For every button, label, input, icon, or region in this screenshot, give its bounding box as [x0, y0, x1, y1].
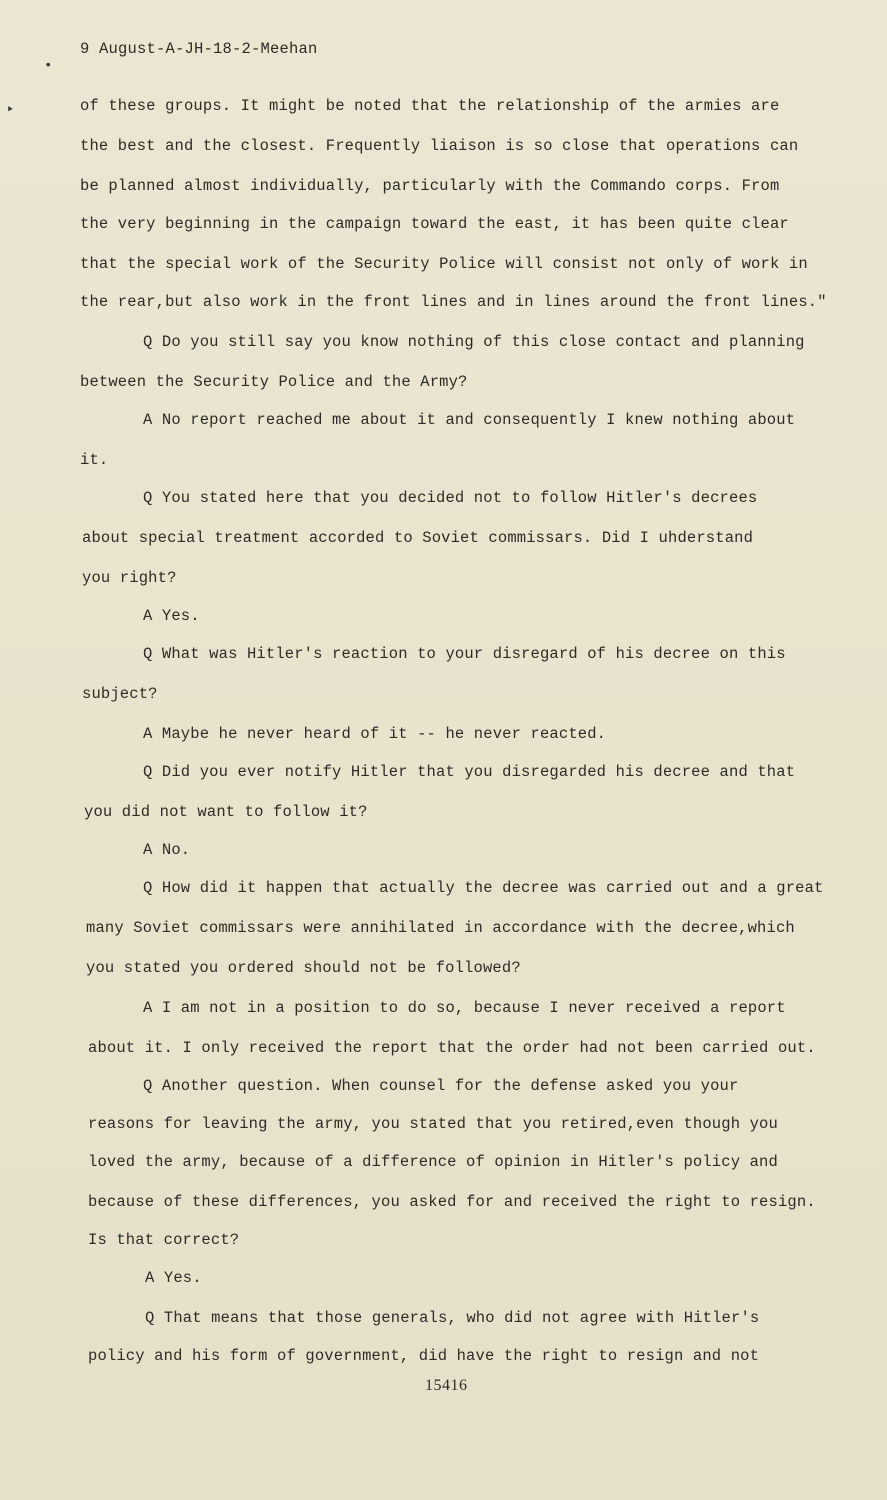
text-line: about it. I only received the report that the order had not been carried out. — [88, 1039, 816, 1057]
text-line: between the Security Police and the Army? — [80, 373, 468, 391]
text-line: you did not want to follow it? — [84, 803, 368, 821]
text-line: you stated you ordered should not be followed? — [86, 959, 521, 977]
text-line: the best and the closest. Frequently liaison is so close that operations can — [80, 137, 799, 155]
text-line: that the special work of the Security Police will consist not only of work in — [80, 255, 808, 273]
text-line: A I am not in a position to do so, because I never received a report — [143, 999, 786, 1017]
text-line: reasons for leaving the army, you stated that you retired,even though you — [88, 1115, 778, 1133]
text-line: it. — [80, 451, 109, 469]
text-line: Q You stated here that you decided not to follow Hitler's decrees — [143, 489, 758, 507]
page-header: 9 August-A-JH-18-2-Meehan — [80, 40, 318, 58]
margin-mark: ‣ — [6, 103, 15, 119]
text-line: the rear,but also work in the front lines and in lines around the front lines." — [80, 293, 827, 311]
text-line: policy and his form of government, did have the right to resign and not — [88, 1347, 760, 1365]
text-line: A No. — [143, 841, 191, 859]
text-line: Q How did it happen that actually the decree was carried out and a great — [143, 879, 824, 897]
text-line: you right? — [82, 569, 177, 587]
text-line: A Yes. — [143, 607, 200, 625]
text-line: A Maybe he never heard of it -- he never reacted. — [143, 725, 607, 743]
text-line: many Soviet commissars were annihilated in accordance with the decree,which — [86, 919, 795, 937]
text-line: Q That means that those generals, who did not agree with Hitler's — [145, 1309, 760, 1327]
text-line: the very beginning in the campaign toward the east, it has been quite clear — [80, 215, 789, 233]
text-line: Q Did you ever notify Hitler that you disregarded his decree and that — [143, 763, 796, 781]
text-line: Q What was Hitler's reaction to your disregard of his decree on this — [143, 645, 786, 663]
text-line: Is that correct? — [88, 1231, 240, 1249]
text-line: A Yes. — [145, 1269, 202, 1287]
text-line: loved the army, because of a difference of opinion in Hitler's policy and — [88, 1153, 778, 1171]
text-line: subject? — [82, 685, 158, 703]
text-line: be planned almost individually, particularly with the Commando corps. From — [80, 177, 780, 195]
text-line: because of these differences, you asked for and received the right to resign. — [88, 1193, 816, 1211]
text-line: A No report reached me about it and consequently I knew nothing about — [143, 411, 796, 429]
text-line: about special treatment accorded to Soviet commissars. Did I uhderstand — [82, 529, 754, 547]
page-number: 15416 — [425, 1377, 468, 1394]
text-line: Q Another question. When counsel for the defense asked you your — [143, 1077, 739, 1095]
text-line: Q Do you still say you know nothing of this close contact and planning — [143, 333, 805, 351]
text-line: of these groups. It might be noted that the relationship of the armies are — [80, 97, 780, 115]
margin-mark: • — [44, 58, 53, 74]
